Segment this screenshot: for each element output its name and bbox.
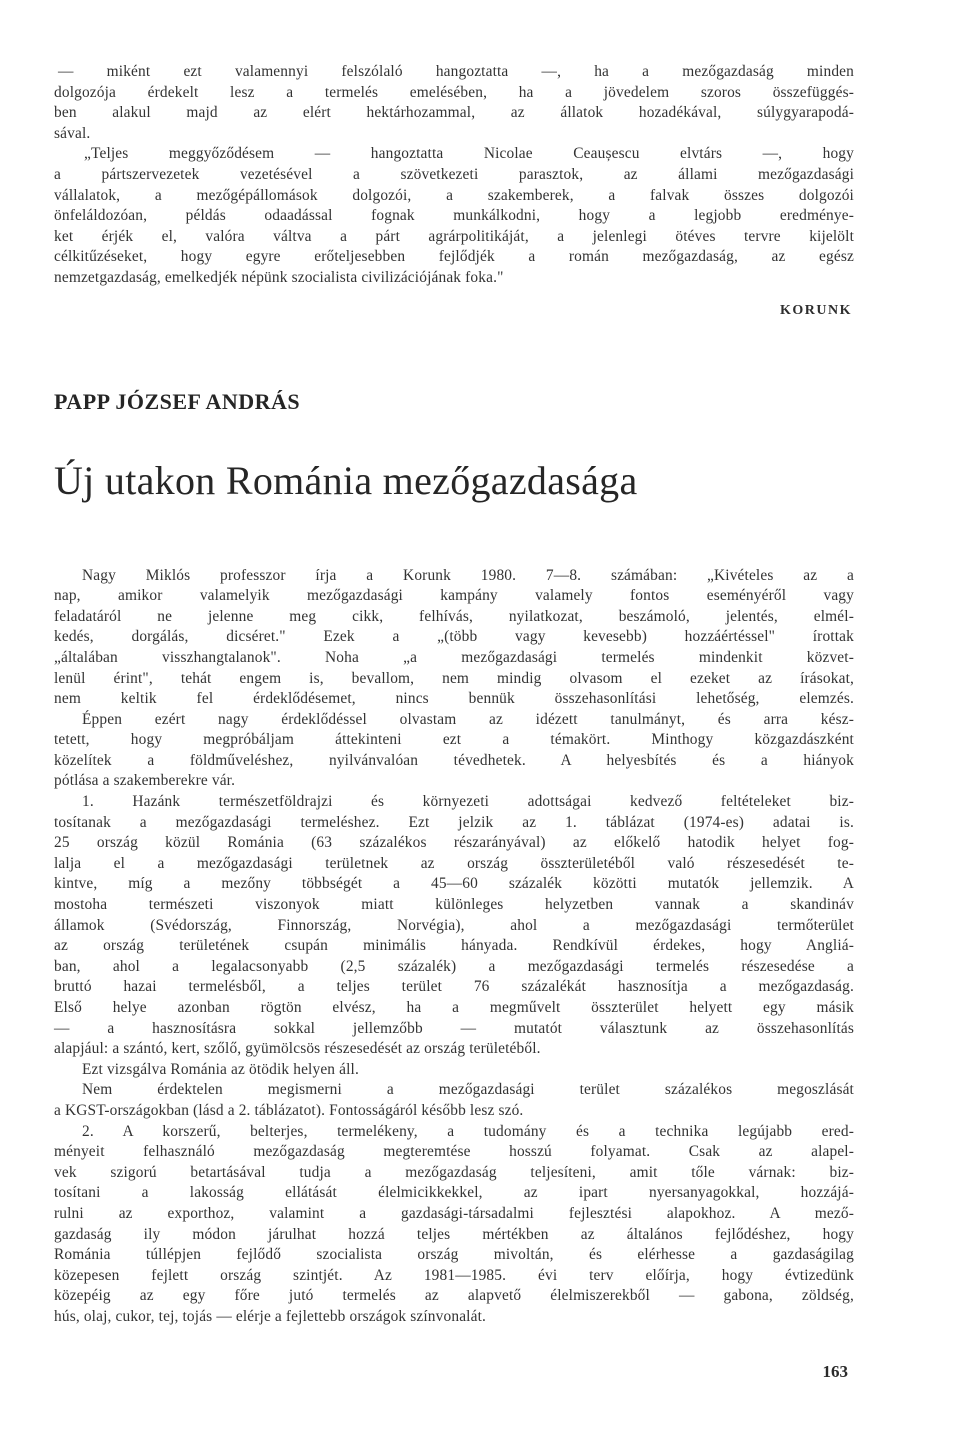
text-line: alapjául: a szántó, kert, szőlő, gyümölcsös részesedését az ország területéből. [54, 1040, 541, 1058]
text-line: ban, ahol a legalacsonyabb (2,5 százalék) a mezőgazdasági termelés részesedése a [54, 957, 854, 975]
text-line: tosítani a lakosság ellátását élelmicikkekkel, az ipart nyersanyagokkal, hozzájá- [54, 1184, 854, 1202]
text-line: sával. [54, 124, 91, 142]
text-line: a pártszervezetek vezetésével a szövetkezeti parasztok, az állami mezőgazdasági [54, 165, 854, 183]
intro-paragraph [54, 62, 854, 289]
text-line: Éppen ezért nagy érdeklődéssel olvastam az idézett tanulmányt, és arra kész- [82, 710, 854, 728]
page-number: 163 [822, 1362, 848, 1381]
article-author: PAPP JÓZSEF ANDRÁS [54, 388, 301, 414]
text-line: vek szigorú betartásával tudja a mezőgazdaság teljesíteni, amit tőle várnak: biz- [54, 1163, 854, 1181]
text-line: nap, amikor valamelyik mezőgazdasági kampány valamely fontos eseményéről vagy [54, 587, 854, 605]
text-line: államok (Svédország, Finnország, Norvégia), ahol a mezőgazdasági termőterület [54, 916, 854, 934]
text-line: tosítanak a mezőgazdasági termeléshez. Ezt jelzik az 1. táblázat (1974-es) adatai is. [54, 813, 854, 831]
text-line: kedés, dorgálás, dicséret." Ezek a „(több vagy kevesebb) hozzáértéssel" írottak [54, 628, 854, 646]
text-line: lenül érint", tehát engem is, bevallom, nem mindig olvasom el ezeket az írásokat, [54, 669, 854, 687]
text-line: kintve, míg a mezőny többségét a 45—60 százalék közötti mutatók jellemzik. A [54, 875, 854, 893]
text-line: az ország területének csupán minimális hányada. Rendkívül érdekes, hogy Angliá- [54, 937, 854, 955]
text-line: Nagy Miklós professzor írja a Korunk 1980. 7—8. számában: „Kivételes az a [82, 566, 854, 584]
article-title: Új utakon Románia mezőgazdasága [54, 457, 638, 503]
article-body [54, 566, 854, 1328]
text-line: lalja el a mezőgazdasági területnek az ország összterületéből való részesedését te- [54, 854, 854, 872]
text-line: vállalatok, a mezőgépállomások dolgozói, a szakemberek, a falvak összes dolgozói [54, 186, 854, 204]
text-line: pótlása a szakemberekre vár. [54, 772, 236, 790]
text-line: nemzetgazdaság, emelkedjék népünk szocialista civilizációjának foka." [54, 268, 504, 286]
text-line: tetett, hogy megpróbáljam áttekinteni ezt a témakört. Minthogy közgazdászként [54, 731, 854, 749]
text-line: Nem érdektelen megismerni a mezőgazdasági terület százalékos megoszlását [82, 1081, 854, 1099]
text-line: nem keltik fel érdeklődésemet, nincs bennük összehasonlítási lehetőség, elemzés. [54, 690, 854, 708]
text-line: bruttó hazai termelésből, a teljes terület 76 százalékát hasznosítja a mezőgazdaság. [54, 978, 854, 996]
text-line: Románia túllépjen fejlődő szocialista ország mivoltán, és elérhesse a gazdaságilag [54, 1246, 854, 1264]
text-line: közepéig az egy főre jutó termelés az alapvető élelmiszerekből — gabona, zöldség, [54, 1287, 854, 1305]
text-line: gazdaság ily módon járulhat hozzá teljes mértékben az általános fejlődéshez, hogy [54, 1225, 854, 1243]
text-line: Ezt vizsgálva Románia az ötödik helyen áll. [82, 1060, 359, 1078]
text-line: „általában visszhangtalanok". Noha „a mezőgazdasági termelés mindenkit közvet- [54, 648, 854, 666]
text-line: a KGST-országokban (lásd a 2. táblázatot). Fontosságáról később lesz szó. [54, 1101, 524, 1119]
document-page [54, 62, 854, 1328]
text-line: mostoha természeti viszonyok miatt különleges helyzetben vannak a skandináv [54, 896, 854, 914]
text-line: — miként ezt valamennyi felszólaló hangoztatta —, ha a mezőgazdaság minden [58, 63, 854, 80]
text-line: hús, olaj, cukor, tej, tojás — elérje a fejlettebb országok színvonalát. [54, 1307, 487, 1325]
text-line: ket érjék el, valóra váltva a párt agrárpolitikáját, a jelenlegi ötéves tervre kijelölt [54, 227, 854, 245]
text-line: ményeit felhasználó mezőgazdaság megteremtése hosszú folyamat. Csak az alapel- [54, 1143, 854, 1161]
text-line: — a hasznosításra sokkal jellemzőbb — mutatót választunk az összehasonlítás [54, 1019, 854, 1037]
text-line: dolgozója érdekelt lesz a termelés emelésében, ha a jövedelem szoros összefüggés- [54, 83, 854, 101]
text-line: 25 ország közül Románia (63 százalékos részarányával) az előkelő hatodik helyet fog- [54, 834, 854, 852]
text-line: közepesen fejlett ország szintjét. Az 1981—1985. évi terv előírja, hogy évtizedünk [54, 1266, 854, 1284]
text-line: ben alakul majd az elért hektárhozammal, az állatok hozadékával, súlygyarapodá- [54, 104, 854, 122]
text-line: Első helye azonban rögtön elvész, ha a megművelt összterület helyett egy másik [54, 999, 854, 1016]
text-line: 1. Hazánk természetföldrajzi és környezeti adottságai kedvező feltételeket biz- [82, 793, 854, 811]
text-line: rulni az exporthoz, valamint a gazdasági-társadalmi fejlesztési alapokhoz. A mező- [54, 1204, 854, 1222]
source-signature: KORUNK [780, 302, 852, 318]
text-line: feladatáról ne jelenne meg cikk, felhívás, nyilatkozat, beszámoló, jelentés, elmél- [54, 607, 854, 625]
text-line: közelítek a földműveléshez, nyilvánvalóan tévedhetek. A helyesbítés és a hiányok [54, 751, 854, 769]
text-line: önfeláldozóan, példás odaadással fognak munkálkodni, hogy a legjobb eredménye- [54, 207, 854, 225]
text-line: 2. A korszerű, belterjes, termelékeny, a tudomány és a technika legújabb ered- [82, 1122, 854, 1140]
text-line: „Teljes meggyőződésem — hangoztatta Nicolae Ceaușescu elvtárs —, hogy [84, 145, 854, 163]
text-line: célkitűzéseket, hogy egyre erőteljesebben fejlődjék a román mezőgazdaság, az egész [54, 248, 854, 266]
